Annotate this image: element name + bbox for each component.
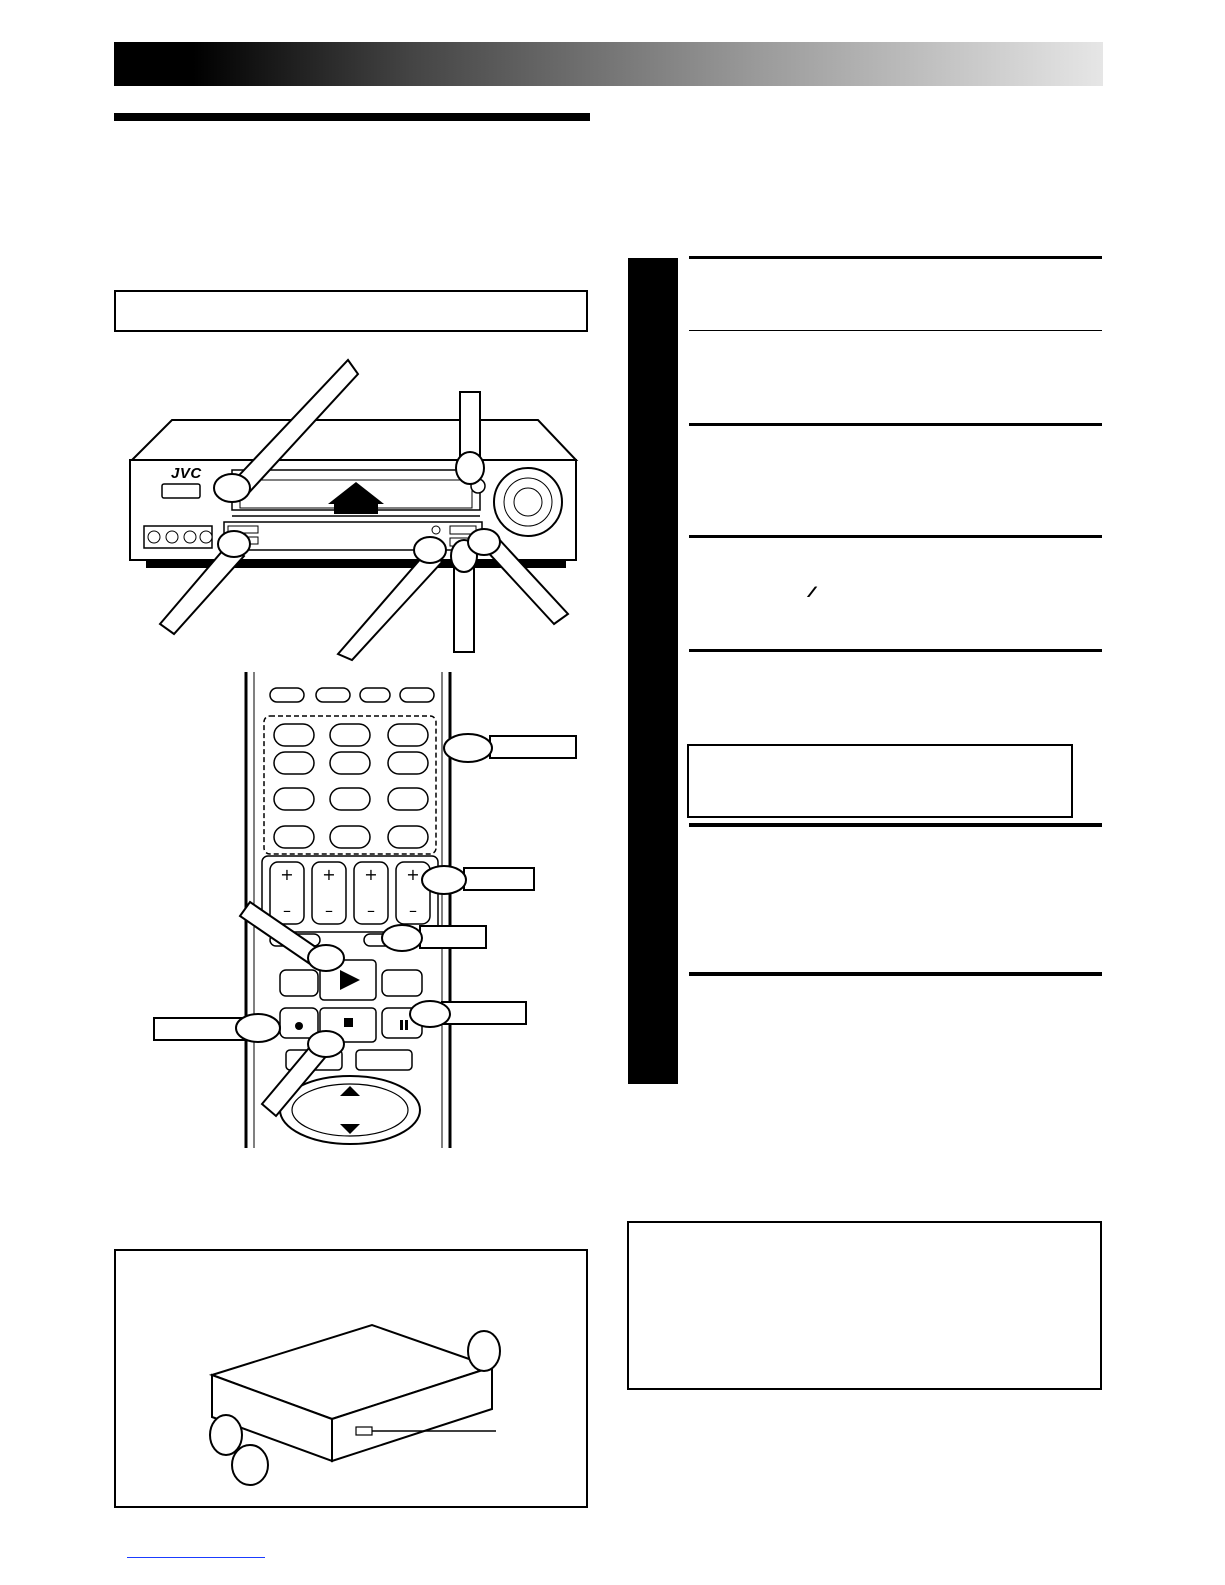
svg-text:+: + — [280, 865, 294, 884]
step-rule — [689, 972, 1102, 976]
fast-forward-icon — [382, 970, 422, 996]
note-box — [114, 290, 588, 332]
step-rule — [689, 256, 1102, 259]
step-rule — [689, 423, 1102, 426]
svg-text:–: – — [325, 901, 333, 920]
stop-icon — [344, 1018, 353, 1027]
vcr-drawing — [120, 352, 590, 662]
vcr-brand-logo: JVC — [171, 465, 202, 482]
remote-illustration — [150, 672, 580, 1148]
step-rule — [689, 649, 1102, 652]
cassette-tab-box — [114, 1249, 588, 1508]
step-rule — [689, 535, 1102, 538]
rewind-icon — [280, 970, 318, 996]
svg-text:+: + — [322, 865, 336, 884]
pause-icon — [400, 1020, 403, 1030]
svg-text:–: – — [409, 901, 417, 920]
info-box — [627, 1221, 1102, 1390]
svg-text:–: – — [283, 901, 291, 920]
svg-text:+: + — [364, 865, 378, 884]
step-rule — [689, 823, 1102, 827]
cassette-icon — [196, 1315, 516, 1505]
steps-sidebar — [628, 258, 678, 1084]
step-rule — [689, 330, 1102, 331]
button-mark-symbol: ∕∕∕ — [810, 584, 812, 601]
svg-text:–: – — [367, 901, 375, 920]
footer-link[interactable] — [127, 1556, 265, 1558]
record-icon — [295, 1022, 303, 1030]
step-note-box — [687, 744, 1073, 818]
svg-text:+: + — [406, 865, 420, 884]
section-title-rule — [114, 113, 590, 121]
remote-drawing — [150, 672, 580, 1148]
vcr-illustration — [120, 352, 590, 662]
page-header-bar — [114, 42, 1103, 86]
